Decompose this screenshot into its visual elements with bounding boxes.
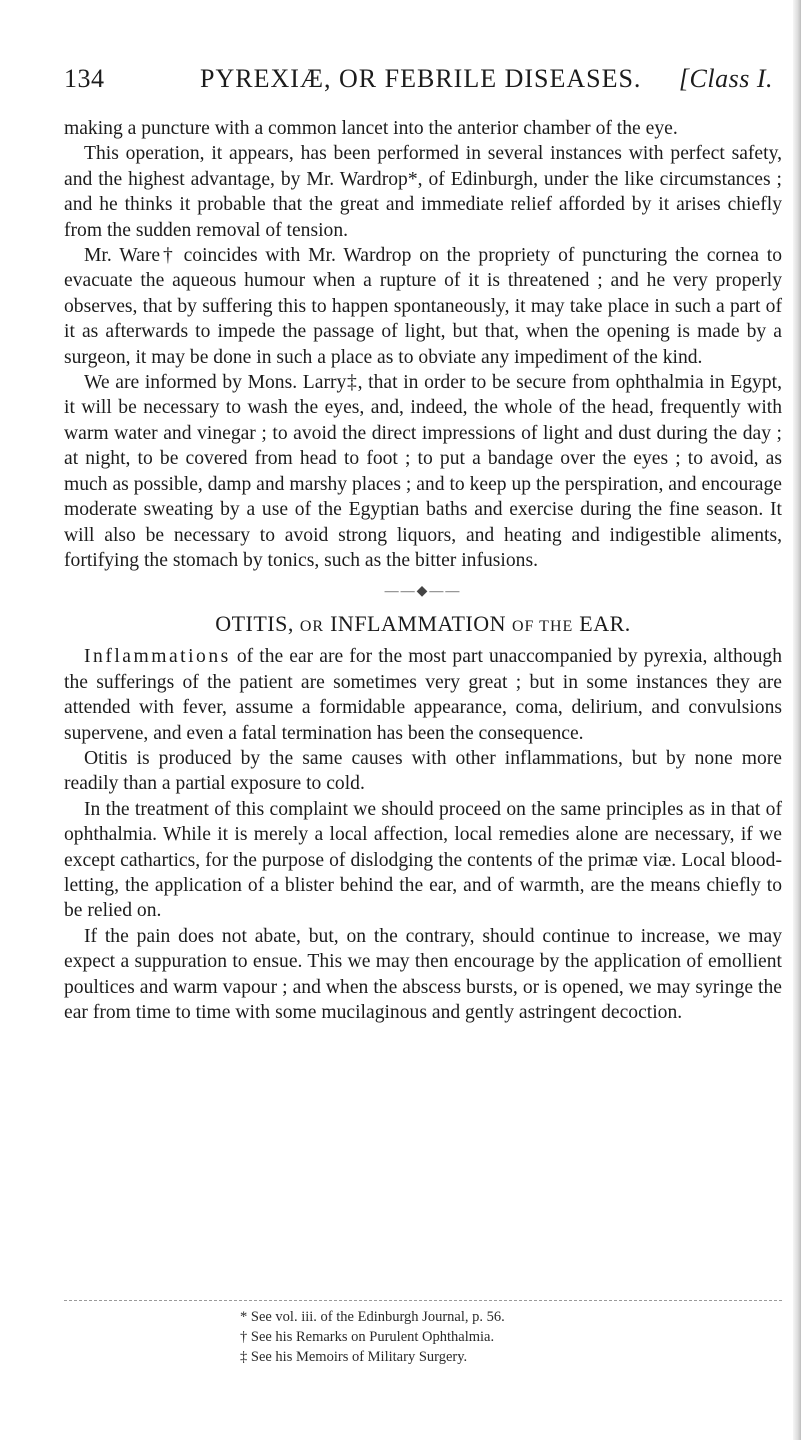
section-heading bbox=[64, 609, 782, 642]
paragraph-continuation: making a puncture with a common lancet into the anterior chamber of the eye. bbox=[64, 118, 678, 139]
heading-ear: EAR. bbox=[579, 611, 631, 637]
footnote-3: ‡ See his Memoirs of Military Surgery. bbox=[240, 1349, 468, 1365]
running-head bbox=[64, 64, 773, 100]
paragraph-wardrop: This operation, it appears, has been performed in several instances with perfect safety, and the highest advantage, by Mr. Wardrop*, of Edinburgh, under the like circumstances ; and he thinks it probable that the great and immediate relief afforded by it arises chiefly from the sudden removal of tension. bbox=[64, 143, 782, 241]
section-ornament: ——◆—— bbox=[384, 584, 462, 600]
heading-inflammation: INFLAMMATION bbox=[330, 611, 506, 637]
heading-of-the: OF THE bbox=[512, 618, 574, 636]
paragraph-otitis-treatment: In the treatment of this complaint we should proceed on the same principles as in that of ophthalmia. While it is merely a local affection, local remedies alone are necessary, if we except cathartics, for the purpose of dislodging the contents of the primæ viæ. Local blood-letting, the application of a blister behind the ear, and of warmth, are the means chiefly to be relied on. bbox=[64, 798, 782, 922]
paragraph-otitis-causes: Otitis is produced by the same causes with other inflammations, but by none more readily than a partial exposure to cold. bbox=[64, 747, 782, 795]
page-edge-shadow bbox=[793, 0, 801, 1440]
paragraph-otitis-suppuration: If the pain does not abate, but, on the contrary, should continue to increase, we may expect a suppuration to ensue. This we may then encourage by the application of emollient poultices and warm vapour ; and when the abscess bursts, or is opened, we may syringe the ear from time to time with some mucilaginous and gently astringent decoction. bbox=[64, 925, 782, 1023]
footnote-rule bbox=[64, 1300, 782, 1301]
heading-or: OR bbox=[299, 618, 325, 636]
running-title: PYREXIÆ, OR FEBRILE DISEASES. bbox=[200, 64, 642, 93]
footnote-2: † See his Remarks on Purulent Ophthalmia. bbox=[240, 1329, 495, 1345]
page-number: 134 bbox=[64, 64, 105, 93]
paragraph-otitis-intro-text: of the ear are for the most part unaccompanied by pyrexia, although the sufferings of the patient are sometimes very great ; but in some instances they are attended with fever, assume a formidable appearance, coma, delirium, and convulsions supervene, and even a fatal termination has been the consequence. bbox=[64, 646, 782, 744]
paragraph-larry: We are informed by Mons. Larry‡, that in order to be secure from ophthalmia in Egypt, it will be necessary to wash the eyes, and, indeed, the whole of the head, frequently with warm water and vinegar ; to avoid the direct impressions of light and dust during the day ; at night, to be covered from head to foot ; to put a bandage over the eyes ; to avoid, as much as possible, damp and marshy places ; and to keep up the perspiration, and encourage moderate sweating by a use of the Egyptian baths and exercise during the fine season. It will also be necessary to avoid strong liquors, and heating and indigestible aliments, fortifying the stomach by tonics, such as the bitter infusions. bbox=[64, 372, 782, 571]
lead-word: Inflammations bbox=[84, 646, 231, 668]
page-body bbox=[64, 116, 782, 1025]
heading-otitis: OTITIS, bbox=[215, 611, 294, 637]
paragraph-otitis-intro bbox=[64, 644, 782, 746]
paragraph-ware: Mr. Ware† coincides with Mr. Wardrop on the propriety of puncturing the cornea to evacuate the aqueous humour when a rupture of it is threatened ; and he very properly observes, that by suffering this to happen spontaneously, it may take place in such a part of it as afterwards to impede the passage of light, but that, when the opening is made by a surgeon, it may be done in such a place as to obviate any impediment of the kind. bbox=[64, 245, 782, 368]
footnotes bbox=[240, 1307, 760, 1367]
footnote-1: * See vol. iii. of the Edinburgh Journal, p. 56. bbox=[240, 1309, 505, 1325]
class-label: [Class I. bbox=[678, 64, 773, 93]
